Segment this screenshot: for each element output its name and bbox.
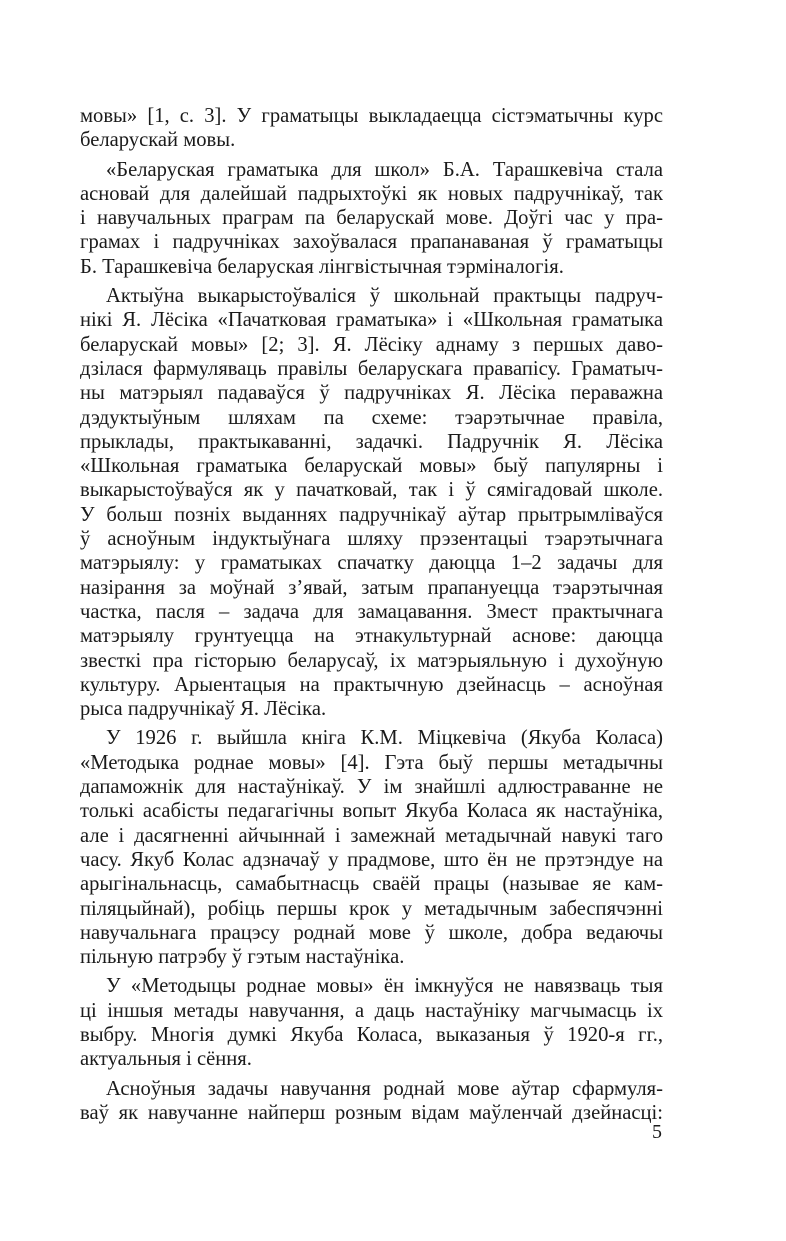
text-line: але і дасягненні айчыннай і замежнай метадычнай навукі таго — [80, 824, 663, 847]
page-number: 5 — [652, 1121, 662, 1143]
text-line: прыклады, практыкаванні, задачкі. Падручнік Я. Лёсіка — [80, 430, 663, 453]
text-line: «Методыка роднае мовы» [4]. Гэта быў першы метадычны — [80, 751, 663, 774]
text-line: толькі асабісты педагагічны вопыт Якуба Коласа як настаўніка, — [80, 800, 663, 823]
paragraph — [80, 284, 663, 721]
text-line: звесткі пра гісторыю беларусаў, іх матэрыяльную і духоўную — [80, 649, 663, 672]
paragraph — [80, 104, 663, 153]
paragraph — [80, 726, 663, 969]
text-line: рыса падручнікаў Я. Лёсіка. — [80, 698, 327, 721]
text-line: дапаможнік для настаўнікаў. У ім знайшлі адлюстраванне не — [80, 776, 663, 799]
text-line: пільную патрэбу ў гэтым настаўніка. — [80, 946, 405, 969]
text-line: часу. Якуб Колас адзначаў у прадмове, што ён не прэтэндуе на — [80, 848, 663, 871]
paragraph — [80, 974, 663, 1071]
text-line: мовы» [1, с. 3]. У граматыцы выкладаецца сістэматычны курс — [80, 105, 663, 127]
text-line: выкарыстоўваўся як у пачатковай, так і ў сямігадовай школе. — [80, 479, 663, 502]
text-line: грамах і падручніках захоўвалася прапанаваная ў граматыцы — [80, 231, 663, 254]
text-line: дэдуктыўным шляхам па схеме: тэарэтычнае правіла, — [80, 406, 663, 429]
text-line: ны матэрыял падаваўся ў падручніках Я. Лёсіка пераважна — [80, 382, 663, 405]
text-line: матэрыялу грунтуецца на этнакультурнай аснове: даюцца — [80, 625, 663, 648]
paragraph — [80, 158, 663, 279]
text-line: арыгінальнасць, самабытнасць сваёй працы (называе яе кам- — [80, 873, 663, 896]
text-line: актуальныя і сёння. — [80, 1048, 252, 1071]
text-line: ваў як навучанне найперш розным відам маўленчай дзейнасці: — [80, 1101, 663, 1124]
text-line: У «Методыцы роднае мовы» ён імкнуўся не навязваць тыя — [106, 975, 663, 998]
text-line: «Беларуская граматыка для школ» Б.А. Тарашкевіча стала — [106, 158, 663, 181]
text-line: У 1926 г. выйшла кніга К.М. Міцкевіча (Якуба Коласа) — [106, 727, 663, 750]
text-line: У больш позніх выданнях падручнікаў аўтар прытрымліваўся — [80, 503, 663, 526]
text-line: выбру. Многія думкі Якуба Коласа, выказаныя ў 1920-я гг., — [80, 1023, 663, 1046]
text-line: культуру. Арыентацыя на практычную дзейнасць – асноўная — [80, 673, 663, 696]
body-text — [80, 104, 663, 1125]
text-line: Б. Тарашкевіча беларуская лінгвістычная тэрміналогія. — [80, 255, 564, 278]
text-line: назірання за моўнай з’явай, затым прапануецца тэарэтычная — [80, 576, 663, 599]
text-line: «Школьная граматыка беларускай мовы» быў папулярны і — [80, 455, 663, 478]
text-line: нікі Я. Лёсіка «Пачатковая граматыка» і «Школьная граматыка — [80, 309, 663, 332]
text-line: Актыўна выкарыстоўваліся ў школьнай практыцы падруч- — [106, 285, 663, 308]
paragraph — [80, 1077, 663, 1126]
text-line: частка, пасля – задача для замацавання. Змест практычнага — [80, 600, 663, 623]
text-line: беларускай мовы» [2; 3]. Я. Лёсіку аднаму з першых даво- — [80, 333, 663, 356]
text-line: Асноўныя задачы навучання роднай мове аўтар сфармуля- — [106, 1077, 663, 1100]
text-line: беларускай мовы. — [80, 129, 236, 152]
text-line: ці іншыя метады навучання, а даць настаўніку магчымасць іх — [80, 999, 663, 1022]
text-line: і навучальных праграм па беларускай мове. Доўгі час у пра- — [80, 207, 663, 230]
text-line: матэрыялу: у граматыках спачатку даюцца 1–2 задачы для — [80, 552, 663, 575]
text-line: навучальнага працэсу роднай мове ў школе, добра ведаючы — [80, 921, 663, 944]
text-line: ў асноўным індуктыўнага шляху прэзентацыі тэарэтычнага — [80, 528, 663, 551]
text-line: піляцыйнай), робіць першы крок у метадычным забеспячэнні — [80, 897, 663, 920]
text-line: асновай для далейшай падрыхтоўкі як новых падручнікаў, так — [80, 182, 663, 205]
text-line: дзілася фармуляваць правілы беларускага правапісу. Граматыч- — [80, 357, 663, 380]
